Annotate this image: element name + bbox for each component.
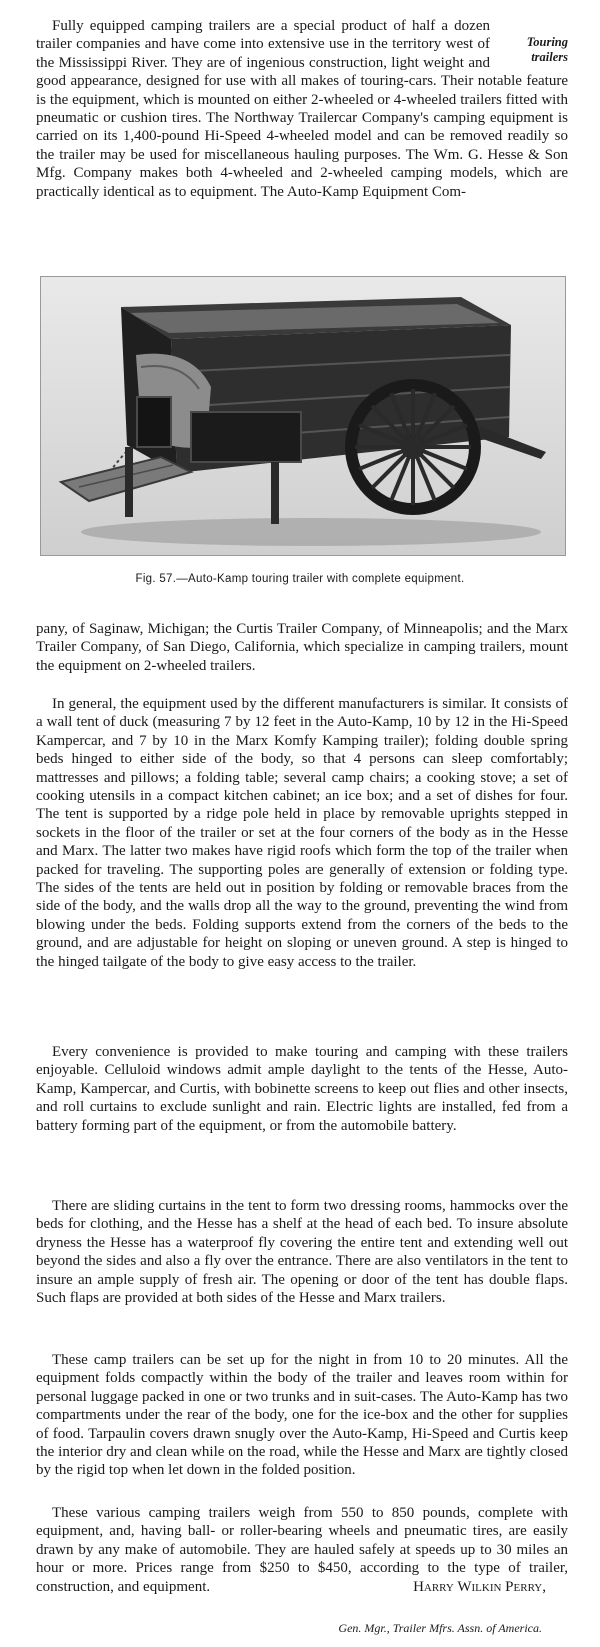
paragraph-6: These camp trailers can be set up for the night in from 10 to 20 minutes. All the equipment folds compactly within the body of the trailer and leaves room within for personal luggage packed in one or two trunks and in suit-cases. The Auto-Kamp has two compartments under the rear of the body, one for the ice-box and the other for supplies of food. Tarpaulin covers drawn snugly over the Auto-Kamp, Hi-Speed and Curtis keep the interior dry and clean while on the road, while the Hesse and Marx are tightly closed by the rigid top when let down in the folded position. xyxy=(36,1352,568,1479)
trailer-illustration xyxy=(41,277,565,555)
wheel-graphic xyxy=(351,385,475,509)
margin-note: Touring trailers xyxy=(526,35,568,64)
paragraph-2: pany, of Saginaw, Michigan; the Curtis Trailer Company, of Minneapolis; and the Marx Trailer Company, of San Diego, California, which specialize in camping trailers, mount the equipment on 2-wheeled trailers. xyxy=(36,621,568,674)
paragraph-3: In general, the equipment used by the different manufacturers is similar. It consists of a wall tent of duck (measuring 7 by 12 feet in the Auto-Kamp, 10 by 12 in the Hi-Speed Kampercar, and 7 by 10 in the Marx Komfy Kamping trailer); folding double spring beds hinged to either side of the body, so that 4 persons can sleep comfortably; mattresses and pillows; a folding table; several camp chairs; a cooking stove; a set of cooking utensils in a compact kitchen cabinet; an ice box; and a set of dishes for four. The tent is supported by a ridge pole held in place by removable uprights stepped in sockets in the floor of the trailer or set at the four corners of the body as in the Hesse and Marx. The latter two makes have rigid roofs which form the top of the trailer when packed for traveling. The supporting poles are generally of extension or folding type. The sides of the tents are held out in position by folding or removable braces from the side of the body, and the walls drop all the way to the ground, preventing the wind from blowing under the beds. Folding supports extend from the corners of the beds to the ground, and are adjustable for height on sloping or uneven ground. A step is hinged to the hinged tailgate of the body to give easy access to the trailer. xyxy=(36,696,568,970)
author-title: Gen. Mgr., Trailer Mfrs. Assn. of America. xyxy=(338,1621,542,1635)
paragraph-1 xyxy=(36,17,568,201)
trailer-photo xyxy=(40,276,566,556)
paragraph-5: There are sliding curtains in the tent to form two dressing rooms, hammocks over the beds for clothing, and the Hesse has a shelf at the head of each bed. To insure absolute dryness the Hesse has a waterproof fly covering the entire tent and extending well out beyond the sides and also a fly over the entrance. There are also ventilators in the tent to insure an ample supply of fresh air. The opening or door of the tent has double flaps. Such flaps are provided at both sides of the Hesse and Marx trailers. xyxy=(36,1198,568,1307)
author-signature: Harry Wilkin Perry, xyxy=(413,1578,546,1595)
paragraph-7 xyxy=(36,1504,568,1596)
paragraph-1-text: Fully equipped camping trailers are a special product of half a dozen trailer companies and have come into extensive use in the territory west of the Mississippi River. They are of ingenious construction, light weight and good appearance, designed for use with all makes of touring-cars. Their notable feature is the equipment, which is mounted on either 2-wheeled or 4-wheeled trailers fitted with pneumatic or cushion tires. The Northway Trailercar Company's camping equipment is carried on its 1,400-pound Hi-Speed 4-wheeled model and can be removed readily so the trailer may be used for miscellaneous hauling purposes. The Wm. G. Hesse & Son Mfg. Company makes both 4-wheeled and 2-wheeled camping models, which are practically identical as to equipment. The Auto-Kamp Equipment Com- xyxy=(36,18,568,200)
paragraph-7-text: These various camping trailers weigh from 550 to 850 pounds, complete with equipment, and, having ball- or roller-bearing wheels and pneumatic tires, are easily drawn by any make of automobile. They are hauled safely at speeds up to 30 miles an hour or more. Prices range from $250 to $450, according to the type of trailer, construction, and equipment. xyxy=(36,1505,568,1595)
paragraph-4: Every convenience is provided to make touring and camping with these trailers enjoyable. Celluloid windows admit ample daylight to the tents of the Hesse, Auto-Kamp, Kampercar, and Curtis, with bobinette screens to keep out flies and other insects, and roll curtains to exclude sunlight and rain. Electric lights are installed, fed from a battery forming part of the equipment, or from the automobile battery. xyxy=(36,1044,568,1134)
figure-caption: Fig. 57.—Auto-Kamp touring trailer with complete equipment. xyxy=(135,573,465,585)
